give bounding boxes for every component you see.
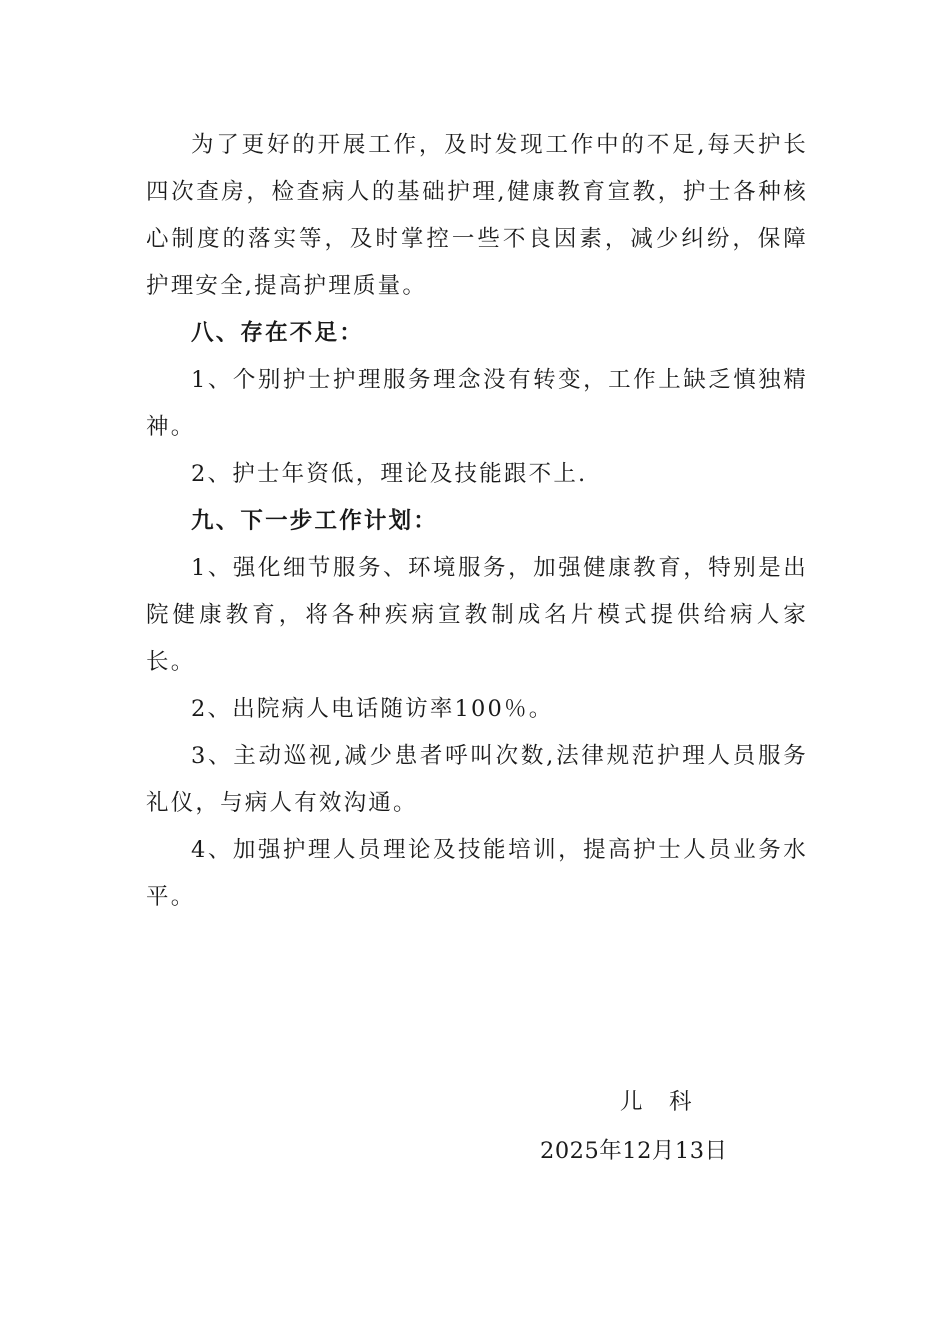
plan-item-2: 2、出院病人电话随访率100％。 [191, 696, 554, 722]
paragraph-intro: 为了更好的开展工作，及时发现工作中的不足,每天护长四次查房，检查病人的基础护理,健康教育宣教，护士各种核心制度的落实等，及时掌控一些不良因素，减少纠纷，保障护理安全,提高护理质量。 [146, 132, 808, 299]
section-heading-shortcomings: 八、存在不足： [191, 320, 364, 346]
document-body [146, 122, 808, 921]
signature-date: 2025年12月13日 [540, 1138, 728, 1164]
section-heading-next-plan: 九、下一步工作计划： [191, 508, 439, 534]
plan-item-3: 3、主动巡视,减少患者呼叫次数,法律规范护理人员服务礼仪，与病人有效沟通。 [146, 743, 808, 816]
shortcoming-item-2: 2、护士年资低，理论及技能跟不上. [191, 461, 588, 487]
shortcoming-item-1: 1、个别护士护理服务理念没有转变，工作上缺乏慎独精神。 [146, 367, 808, 440]
plan-item-1: 1、强化细节服务、环境服务，加强健康教育，特别是出院健康教育，将各种疾病宣教制成名片模式提供给病人家长。 [146, 555, 808, 675]
plan-item-4: 4、加强护理人员理论及技能培训，提高护士人员业务水平。 [146, 837, 808, 910]
signature-department: 儿 科 [620, 1089, 694, 1115]
